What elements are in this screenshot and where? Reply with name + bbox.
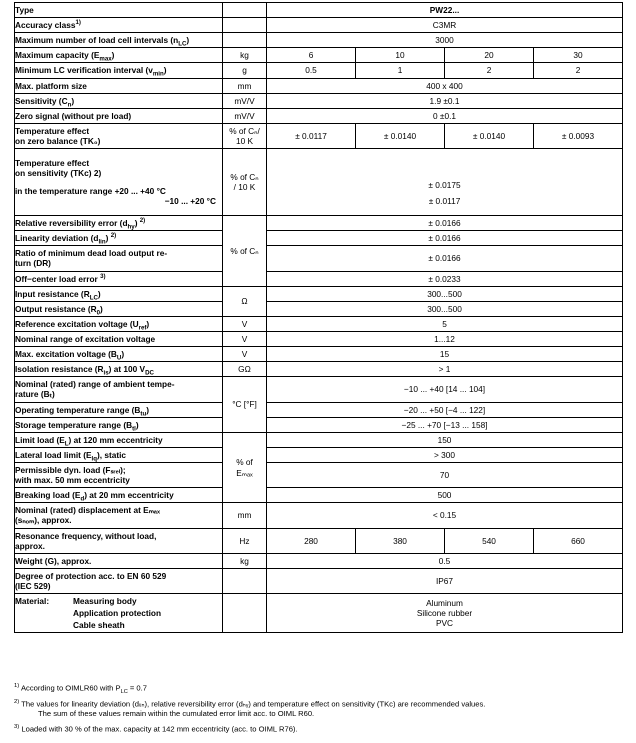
row-unit-weight: kg (223, 553, 267, 568)
row-value-resonance-frequency-3: 540 (445, 528, 534, 553)
row-label-verification-interval: Minimum LC verification interval $(v_{min})$ (15, 63, 223, 78)
row-value-temp-effect-zero-2: ± 0.0140 (356, 123, 445, 148)
row-label-temp-effect-zero-balance: Temperature effect on zero balance (TK₀) (15, 123, 223, 148)
table-row (15, 216, 623, 231)
row-label-limit-load: Limit load $(E_L)$ at 120 mm eccentricity (15, 432, 223, 447)
table-row (15, 568, 623, 593)
row-label-permissible-dynamic-load: Permissible dyn. load (Fₛᵣₑₗ); with max. 50 mm eccentricity (15, 462, 223, 487)
material-item-measuring-body: Measuring body (73, 596, 137, 607)
table-row (15, 246, 623, 271)
specification-table (14, 2, 623, 633)
row-value-nominal-excitation-range: 1...12 (267, 331, 623, 346)
row-unit-accuracy-class (223, 18, 267, 33)
table-row (15, 48, 623, 63)
table-row (15, 3, 623, 18)
row-value-ambient-temperature-range: −10 ... +40 [14 ... 104] (267, 377, 623, 402)
table-row (15, 63, 623, 78)
row-label-type: Type (15, 3, 223, 18)
table-row (15, 331, 623, 346)
row-unit-maximum-capacity: kg (223, 48, 267, 63)
footnote-1: $^{1)}$ According to OIMLR60 with $P_{LC} = 0.7$ (14, 683, 147, 696)
row-value-load-cell-intervals: 3000 (267, 33, 623, 48)
table-row (15, 123, 623, 148)
table-row (15, 462, 623, 487)
row-value-resonance-frequency-1: 280 (267, 528, 356, 553)
table-row (15, 447, 623, 462)
footnote-2: $^{2)}$ The values for linearity deviation (dₗᵢₙ), relative reversibility error (dₕᵧ) and temperature effect on sensitivity (TKᴄ) are recommended values. The sum of these values remain within the cumulated error limit acc. to OIML R60. (14, 698, 486, 719)
row-unit-material (223, 594, 267, 633)
row-unit-nominal-excitation-range: V (223, 331, 267, 346)
row-label-sensitivity: Sensitivity $(C_n)$ (15, 93, 223, 108)
row-label-platform-size: Max. platform size (15, 78, 223, 93)
row-unit-nominal-displacement: mm (223, 503, 267, 528)
row-label-degree-of-protection: Degree of protection acc. to EN 60 529 (IEC 529) (15, 568, 223, 593)
row-unit-platform-size: mm (223, 78, 267, 93)
table-row (15, 432, 623, 447)
row-value-temp-effect-zero-3: ± 0.0140 (445, 123, 534, 148)
table-row (15, 286, 623, 301)
row-value-resonance-frequency-2: 380 (356, 528, 445, 553)
row-label-load-cell-intervals: Maximum number of load cell intervals $(n_{LC})$ (15, 33, 223, 48)
row-label-maximum-capacity: Maximum capacity $(E_{max})$ (15, 48, 223, 63)
row-value-verification-interval-1: 0.5 (267, 63, 356, 78)
table-row (15, 33, 623, 48)
row-unit-degree-of-protection (223, 568, 267, 593)
row-label-zero-signal: Zero signal (without pre load) (15, 108, 223, 123)
material-prefix: Material: (15, 596, 50, 607)
row-label-off-center-load-error: Off−center load error $^{3)}$ (15, 271, 223, 286)
row-unit-verification-interval: g (223, 63, 267, 78)
row-label-reference-excitation-voltage: Reference excitation voltage $(U_{ref})$ (15, 316, 223, 331)
row-unit-temp-effect-sensitivity: % of Cₙ / 10 K (223, 149, 267, 216)
row-label-resonance-frequency: Resonance frequency, without load, approx. (15, 528, 223, 553)
row-label-output-resistance: Output resistance $(R_0)$ (15, 301, 223, 316)
spec-sheet (14, 2, 622, 633)
row-label-accuracy-class: Accuracy class$^{1)}$ (15, 18, 223, 33)
table-row (15, 417, 623, 432)
row-unit-sensitivity: mV/V (223, 93, 267, 108)
row-value-off-center-load-error: ± 0.0233 (267, 271, 623, 286)
row-value-reversibility-error: ± 0.0166 (267, 216, 623, 231)
material-item-cable-sheath: Cable sheath (73, 620, 125, 631)
row-value-type: PW22... (267, 3, 623, 18)
row-label-operating-temperature-range: Operating temperature range $(B_{tu})$ (15, 402, 223, 417)
row-label-storage-temperature-range: Storage temperature range $(B_{tl})$ (15, 417, 223, 432)
row-value-maximum-capacity-4: 30 (534, 48, 623, 63)
table-row (15, 362, 623, 377)
row-value-verification-interval-4: 2 (534, 63, 623, 78)
row-unit-percent-of-cn: % of Cₙ (223, 216, 267, 287)
row-value-weight: 0.5 (267, 553, 623, 568)
row-value-zero-signal: 0 ±0.1 (267, 108, 623, 123)
row-label-material (15, 594, 223, 633)
row-value-accuracy-class: C3MR (267, 18, 623, 33)
row-value-linearity-deviation: ± 0.0166 (267, 231, 623, 246)
table-row (15, 347, 623, 362)
row-value-resonance-frequency-4: 660 (534, 528, 623, 553)
row-label-isolation-resistance: Isolation resistance $(R_{is})$ at 100 $V_{DC}$ (15, 362, 223, 377)
table-row (15, 271, 623, 286)
row-value-temp-effect-zero-4: ± 0.0093 (534, 123, 623, 148)
row-unit-reference-excitation-voltage: V (223, 316, 267, 331)
row-value-sensitivity: 1.9 ±0.1 (267, 93, 623, 108)
row-label-input-resistance: Input resistance $(R_{LC})$ (15, 286, 223, 301)
row-value-temp-effect-sensitivity: ± 0.0175 ± 0.0117 (267, 149, 623, 216)
row-value-permissible-dynamic-load: 70 (267, 462, 623, 487)
row-value-breaking-load: 500 (267, 488, 623, 503)
row-unit-zero-signal: mV/V (223, 108, 267, 123)
row-label-lateral-load-limit: Lateral load limit $(E_{lq})$, static (15, 447, 223, 462)
table-row (15, 402, 623, 417)
row-value-operating-temperature-range: −20 ... +50 [−4 ... 122] (267, 402, 623, 417)
row-value-nominal-displacement: < 0.15 (267, 503, 623, 528)
row-value-max-excitation-voltage: 15 (267, 347, 623, 362)
row-label-breaking-load: Breaking load $(E_d)$ at 20 mm eccentricity (15, 488, 223, 503)
row-value-material (267, 594, 623, 633)
material-value-pvc: PVC (435, 618, 454, 629)
row-unit-percent-of-emax: % of Eₘₐₓ (223, 432, 267, 503)
row-value-lateral-load-limit: > 300 (267, 447, 623, 462)
table-row (15, 231, 623, 246)
table-row (15, 301, 623, 316)
row-label-temp-effect-sensitivity: Temperature effect on sensitivity (TKᴄ) 2) in the temperature range +20 ... +40 °C −10 ... +20 °C (15, 149, 223, 216)
row-unit-type (223, 3, 267, 18)
table-row (15, 488, 623, 503)
row-label-ambient-temperature-range: Nominal (rated) range of ambient tempe- rature (Bₜ) (15, 377, 223, 402)
row-value-maximum-capacity-2: 10 (356, 48, 445, 63)
table-row (15, 108, 623, 123)
table-row (15, 78, 623, 93)
row-value-dead-load-output-return: ± 0.0166 (267, 246, 623, 271)
row-value-storage-temperature-range: −25 ... +70 [−13 ... 158] (267, 417, 623, 432)
table-row (15, 553, 623, 568)
row-value-reference-excitation-voltage: 5 (267, 316, 623, 331)
row-unit-resonance-frequency: Hz (223, 528, 267, 553)
row-value-verification-interval-2: 1 (356, 63, 445, 78)
row-value-platform-size: 400 x 400 (267, 78, 623, 93)
table-row (15, 149, 623, 216)
table-row (15, 503, 623, 528)
row-value-input-resistance: 300...500 (267, 286, 623, 301)
table-row (15, 18, 623, 33)
row-value-isolation-resistance: > 1 (267, 362, 623, 377)
row-value-temp-effect-zero-1: ± 0.0117 (267, 123, 356, 148)
table-row (15, 93, 623, 108)
table-row (15, 316, 623, 331)
row-value-maximum-capacity-1: 6 (267, 48, 356, 63)
footnote-3: $^{3)}$ Loaded with 30 % of the max. capacity at 142 mm eccentricity (acc. to OIML R76). (14, 724, 298, 734)
row-unit-load-cell-intervals (223, 33, 267, 48)
row-label-weight: Weight (G), approx. (15, 553, 223, 568)
table-row (15, 528, 623, 553)
row-unit-celsius-fahrenheit: °C [°F] (223, 377, 267, 432)
row-unit-isolation-resistance: GΩ (223, 362, 267, 377)
row-unit-ohm: Ω (223, 286, 267, 316)
row-label-dead-load-output-return: Ratio of minimum dead load output re- turn (DR) (15, 246, 223, 271)
row-value-verification-interval-3: 2 (445, 63, 534, 78)
row-value-limit-load: 150 (267, 432, 623, 447)
row-unit-max-excitation-voltage: V (223, 347, 267, 362)
row-label-nominal-excitation-range: Nominal range of excitation voltage (15, 331, 223, 346)
row-unit-temp-effect-zero-balance: % of Cₙ/ 10 K (223, 123, 267, 148)
row-label-max-excitation-voltage: Max. excitation voltage $(B_U)$ (15, 347, 223, 362)
material-value-silicone-rubber: Silicone rubber (416, 608, 473, 619)
row-value-degree-of-protection: IP67 (267, 568, 623, 593)
row-label-reversibility-error: Relative reversibility error $(d_{hy})$ $^{2)}$ (15, 216, 223, 231)
row-label-nominal-displacement: Nominal (rated) displacement at Eₘₐₓ (sₙₒₘ), approx. (15, 503, 223, 528)
row-value-output-resistance: 300...500 (267, 301, 623, 316)
footnotes (14, 683, 626, 740)
table-row (15, 377, 623, 402)
material-item-application-protection: Application protection (73, 608, 162, 619)
row-value-maximum-capacity-3: 20 (445, 48, 534, 63)
table-row (15, 594, 623, 633)
row-label-linearity-deviation: Linearity deviation $(d_{lin})$ $^{2)}$ (15, 231, 223, 246)
material-value-aluminum: Aluminum (426, 598, 463, 609)
